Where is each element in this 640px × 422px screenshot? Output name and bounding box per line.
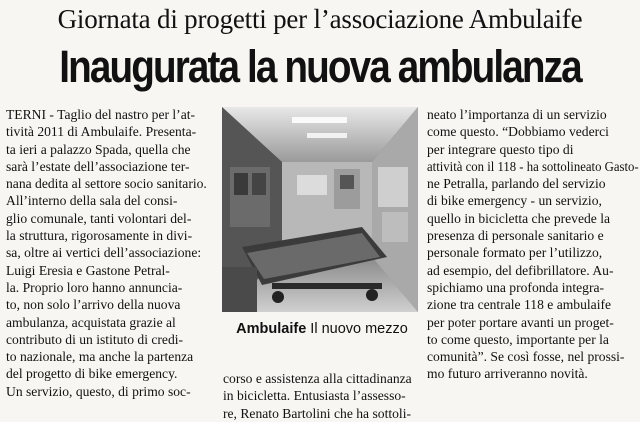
text-line: nana dedita al settore socio sanitario.: [6, 176, 207, 192]
text-line: to come questo, importante per la: [427, 331, 609, 347]
photo-caption: [222, 318, 422, 340]
text-line: di bike emergency - un servizio,: [427, 193, 602, 209]
text-line: comunità”. Se così fosse, nel prossi-: [427, 349, 625, 365]
text-line: la. Proprio loro hanno annuncia-: [6, 279, 183, 295]
ambulance-interior-photo: [222, 107, 418, 312]
text-line: quello in bicicletta che prevede la: [427, 210, 611, 226]
text-line: come questo. “Dobbiamo vederci: [427, 124, 609, 140]
text-line: contributo di un istituto di credi-: [6, 331, 184, 347]
article-column-middle: [223, 370, 428, 422]
text-line: ad esempio, del defibrillatore. Au-: [427, 262, 614, 278]
text-line: Luigi Eresia e Gastone Petral-: [6, 262, 170, 278]
text-line: tività 2011 di Ambulaife. Presenta-: [6, 124, 197, 140]
text-line: personale formato per l’utilizzo,: [427, 245, 603, 261]
article-column-right: [427, 106, 639, 383]
article-headline: Inaugurata la nuova ambulanza: [59, 41, 581, 92]
text-line: sarà l’estate dell’associazione ter-: [6, 158, 190, 174]
text-line: sa, oltre ai vertici dell’associazione:: [6, 245, 202, 261]
text-line: in bicicletta. Entusiasta l’assesso-: [223, 388, 406, 404]
photo-caption-text: Il nuovo mezzo: [306, 321, 408, 337]
text-line: ambulanza, acquistata grazie al: [6, 314, 176, 330]
text-line: per integrare questo tipo di: [427, 141, 574, 157]
text-line: per poter portare avanti un proget-: [427, 314, 614, 330]
text-line: la struttura, rigorosamente in divi-: [6, 228, 193, 244]
text-line: All’interno della sala del consi-: [6, 193, 178, 209]
text-line: mo futuro arriveranno novità.: [427, 366, 588, 382]
text-line: TERNI - Taglio del nastro per l’at-: [6, 107, 196, 122]
text-line: re, Renato Bartolini che ha sottoli-: [223, 405, 411, 421]
article-kicker: Giornata di progetti per l’associazione Ambulaife: [57, 4, 583, 34]
text-line: glio comunale, tanti volontari del-: [6, 210, 192, 226]
text-line: ta ieri a palazzo Spada, quella che: [6, 141, 191, 157]
text-line: spichiamo una profonda integra-: [427, 279, 605, 295]
text-line: Un servizio, questo, di primo soc-: [6, 383, 191, 399]
text-line: attività con il 118 - ha sottolineato Gasto-: [427, 158, 639, 174]
text-line: zione tra centrale 118 e ambulaife: [427, 297, 612, 313]
text-line: ne Petralla, parlando del servizio: [427, 176, 606, 192]
text-line: del progetto di bike emergency.: [6, 366, 178, 382]
article-column-left: [6, 106, 216, 400]
text-line: to, non solo l’arrivo della nuova: [6, 297, 181, 313]
text-line: corso e assistenza alla cittadinanza: [223, 371, 412, 386]
ambulance-interior-image: [222, 107, 418, 312]
text-line: neato l’importanza di un servizio: [427, 107, 607, 122]
text-line: to nazionale, ma anche la partenza: [6, 349, 194, 365]
text-line: presenza di personale sanitario e: [427, 228, 604, 244]
photo-caption-bold: Ambulaife: [236, 321, 307, 337]
